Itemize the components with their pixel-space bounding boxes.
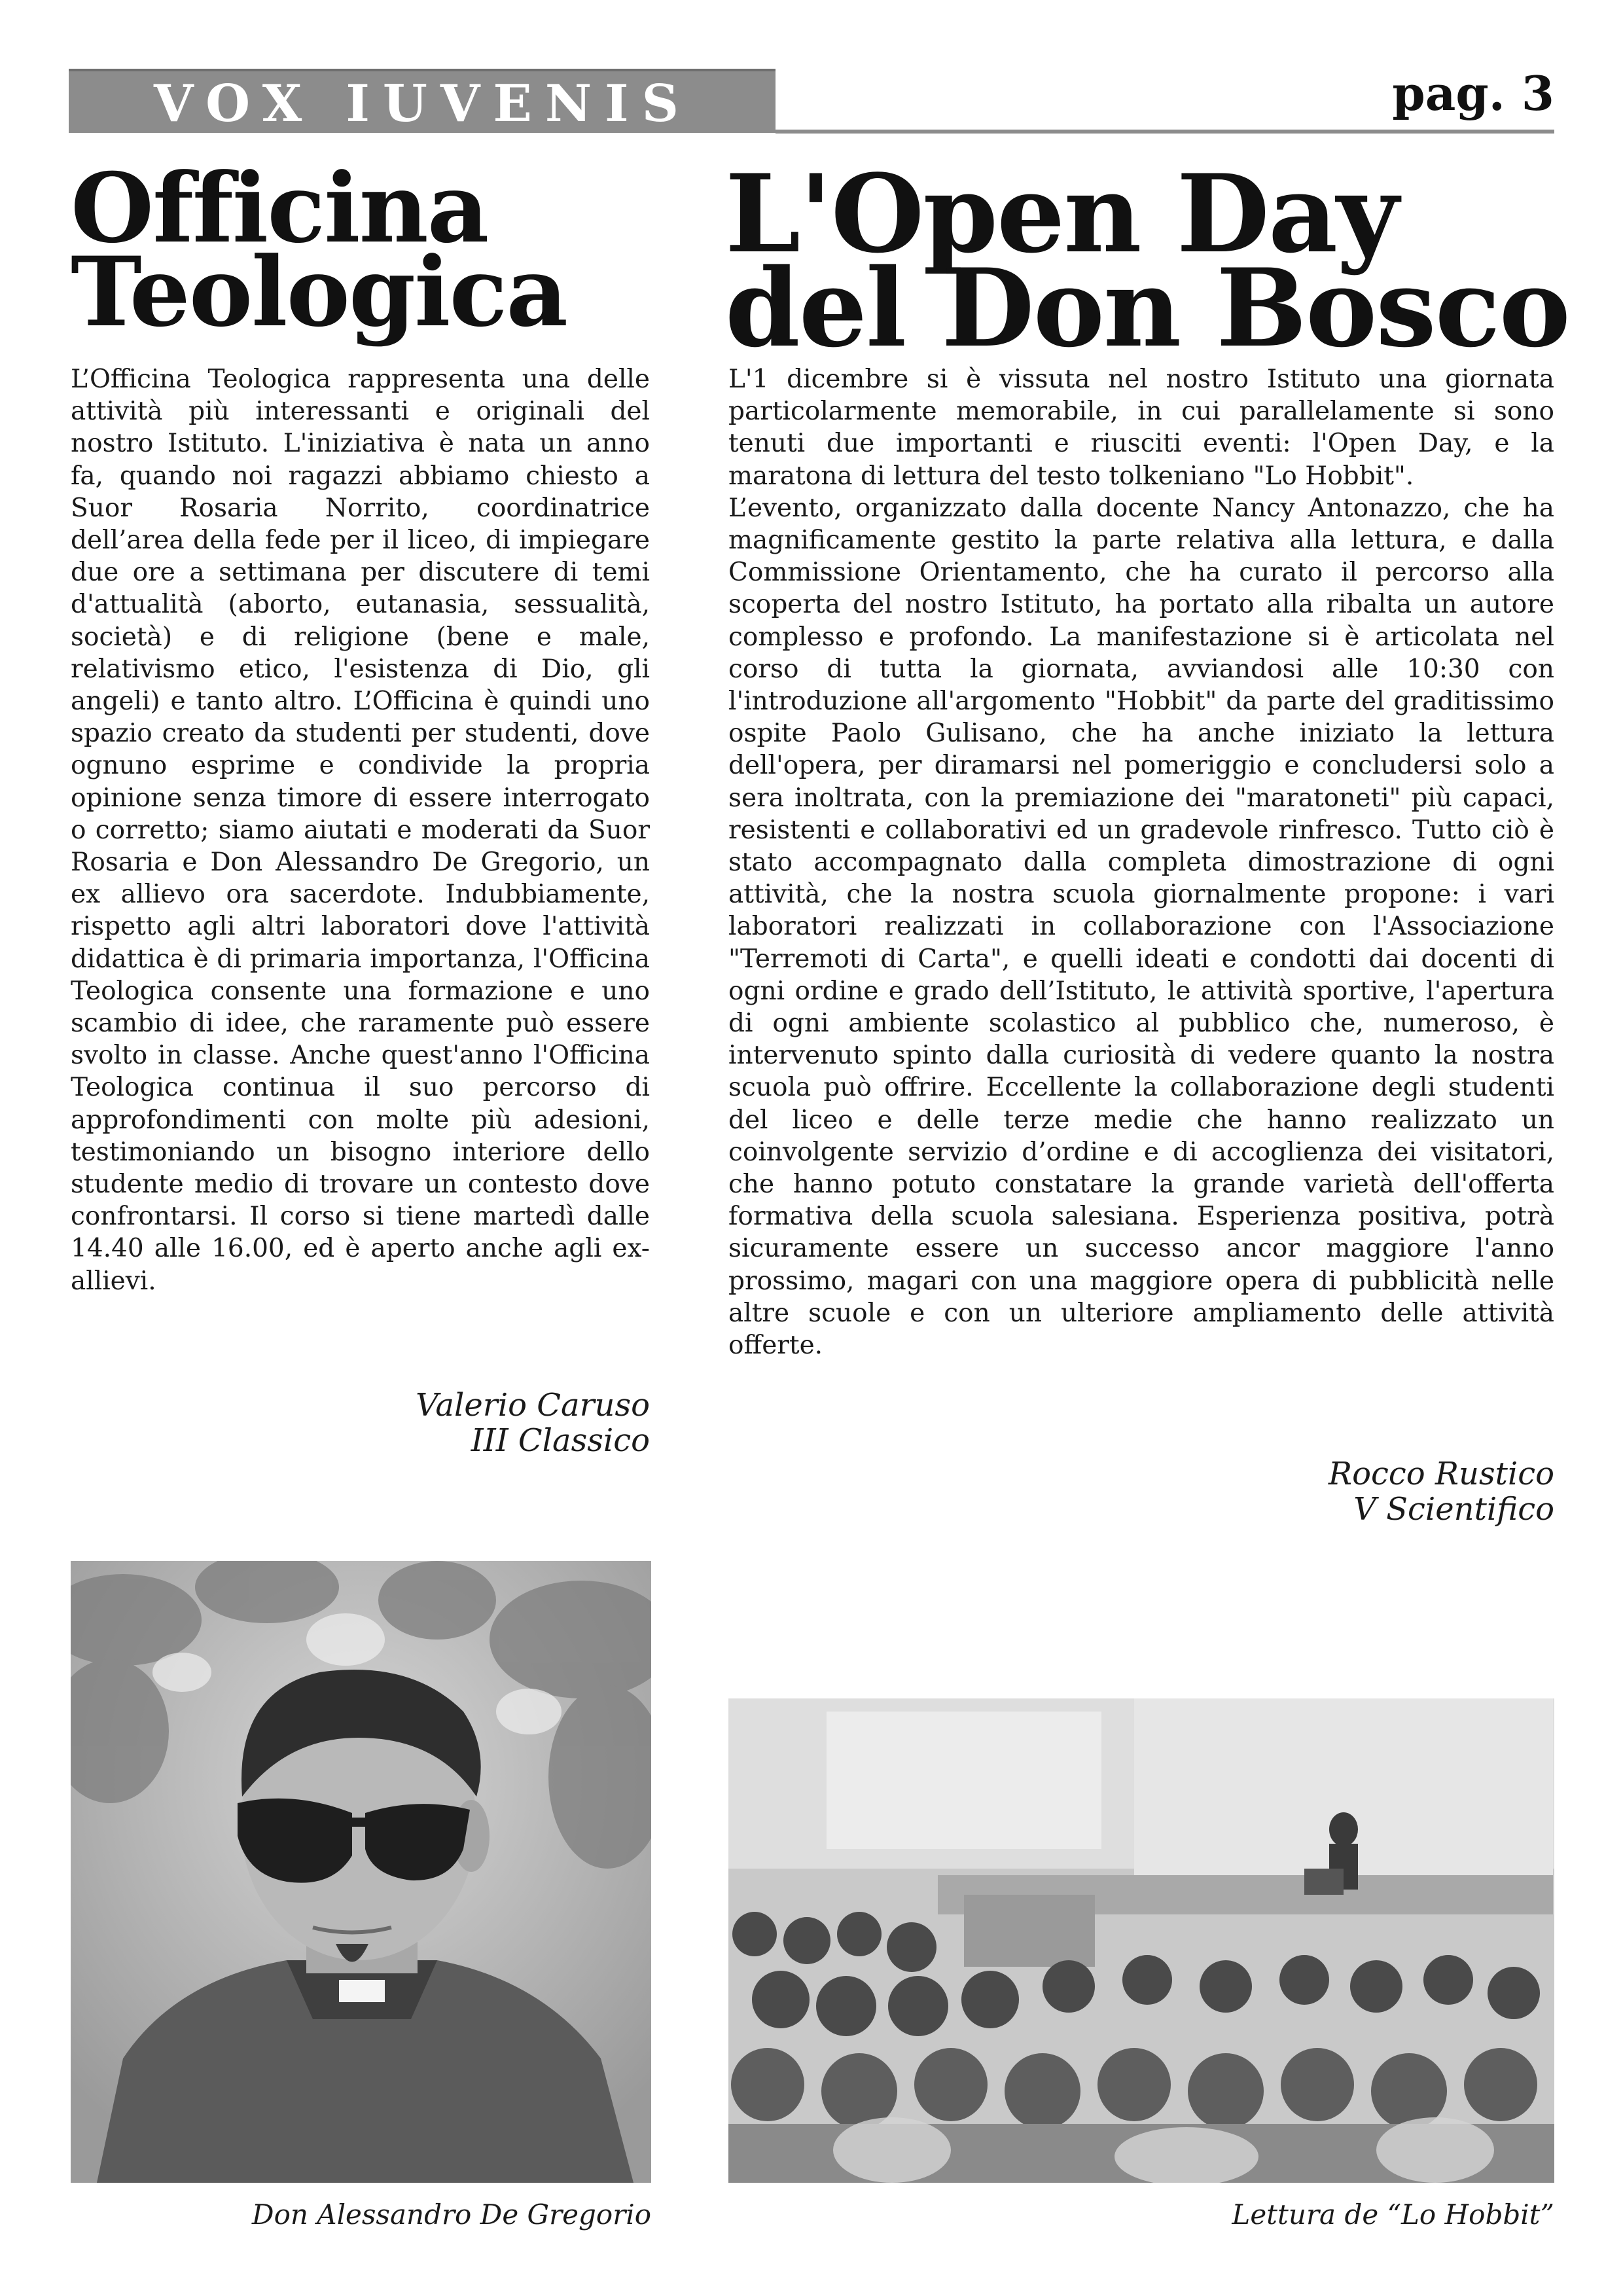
page-number: pag. 3 [1392,65,1554,121]
author-class: III Classico [471,1422,650,1459]
paragraph: L'1 dicembre si è vissuta nel nostro Istituto una giornata particolarmente memorabile, in cui parallelamente si sono tenuti due importanti e riusciti eventi: l'Open Day, e la maratona di lettura del testo tolkeniano "Lo Hobbit". [728,365,1554,491]
headline-line: L'Open Day [725,151,1398,277]
article-body-left [71,363,650,1297]
headline-officina-teologica [71,152,567,349]
portrait-illustration [71,1561,651,2183]
headline-line: Officina [71,152,488,264]
headline-line: Teologica [71,236,567,349]
headline-open-day [725,151,1569,372]
author-class: V Scientifico [1353,1491,1554,1528]
paragraph: L’evento, organizzato dalla docente Nancy Antonazzo, che ha magnificamente gestito la parte relativa alla lettura, e dalla Commissione Orientamento, che ha curato il percorso alla scoperta del nostro Istituto, ha portato alla ribalta un autore complesso e profondo. La manifestazione si è articolata nel corso di tutta la giornata, avviandosi alle 10:30 con l'introduzione all'argomento "Hobbit" da parte del graditissimo ospite Paolo Gulisano, che ha anche iniziato la lettura dell'opera, per diramarsi nel pomeriggio e concludersi solo a sera inoltrata, con la premiazione dei "maratoneti" più capaci, resistenti e collaborativi ed un gradevole rinfresco. Tutto ciò è stato accompagnato dalla completa dimostrazione di ogni attività, che la nostra scuola giornalmente propone: i vari laboratori realizzati in collaborazione con l'Associazione "Terremoti di Carta", e quelli ideati e condotti dai docenti di ogni ordine e grado dell’Istituto, le attività sportive, l'apertura di ogni ambiente scolastico al pubblico che, numeroso, è intervenuto spinto dalla curiosità di vedere quanto la nostra scuola può offrire. Eccellente la collaborazione degli studenti del liceo e delle terze medie che hanno realizzato un coinvolgente servizio d’ordine e di accoglienza dei visitatori, che hanno potuto constatare la grande varietà dell'offerta formativa della scuola salesiana. Esperienza positiva, potrà sicuramente essere un successo ancor maggiore l'anno prossimo, magari con una maggiore opera di pubblicità nelle altre scuole e con un ulteriore ampliamento delle attività offerte. [728,493,1554,1361]
byline-right [1329,1456,1554,1527]
masthead-rule [776,130,1554,134]
caption-left-photo: Don Alessandro De Gregorio [251,2198,651,2231]
byline-left [416,1388,650,1458]
photo-hobbit-reading [728,1698,1554,2183]
masthead-title: VOX IUVENIS [154,74,692,134]
audience-illustration [728,1698,1554,2183]
author-name: Rocco Rustico [1328,1456,1554,1492]
author-name: Valerio Caruso [416,1387,650,1424]
paragraph: L’Officina Teologica rappresenta una delle attività più interessanti e originali del nostro Istituto. L'iniziativa è nata un anno fa, quando noi ragazzi abbiamo chiesto a Suor Rosaria Norrito, coordinatrice dell’area della fede per il liceo, di impiegare due ore a settimana per discutere di temi d'attualità (aborto, eutanasia, sessualità, società) e di religione (bene e male, relativismo etico, l'esistenza di Dio, gli angeli) e tanto altro. L’Officina è quindi uno spazio creato da studenti per studenti, dove ognuno esprime e condivide la propria opinione senza timore di essere interrogato o corretto; siamo aiutati e moderati da Suor Rosaria e Don Alessandro De Gregorio, un ex allievo ora sacerdote. Indubbiamente, rispetto agli altri laboratori dove l'attività didattica è di primaria importanza, l'Officina Teologica consente una formazione e uno scambio di idee, che raramente può essere svolto in classe. Anche quest'anno l'Officina Teologica continua il suo percorso di approfondimenti con molte più adesioni, testimoniando un bisogno interiore dello studente medio di trovare un contesto dove confrontarsi. Il corso si tiene martedì dalle 14.40 alle 16.00, ed è aperto anche agli ex-allievi. [71,365,650,1296]
masthead-bar [69,69,776,133]
headline-line: del Don Bosco [725,245,1569,372]
article-body-right [728,363,1554,1361]
photo-priest-portrait [71,1561,651,2183]
caption-right-photo: Lettura de “Lo Hobbit” [1232,2198,1554,2231]
